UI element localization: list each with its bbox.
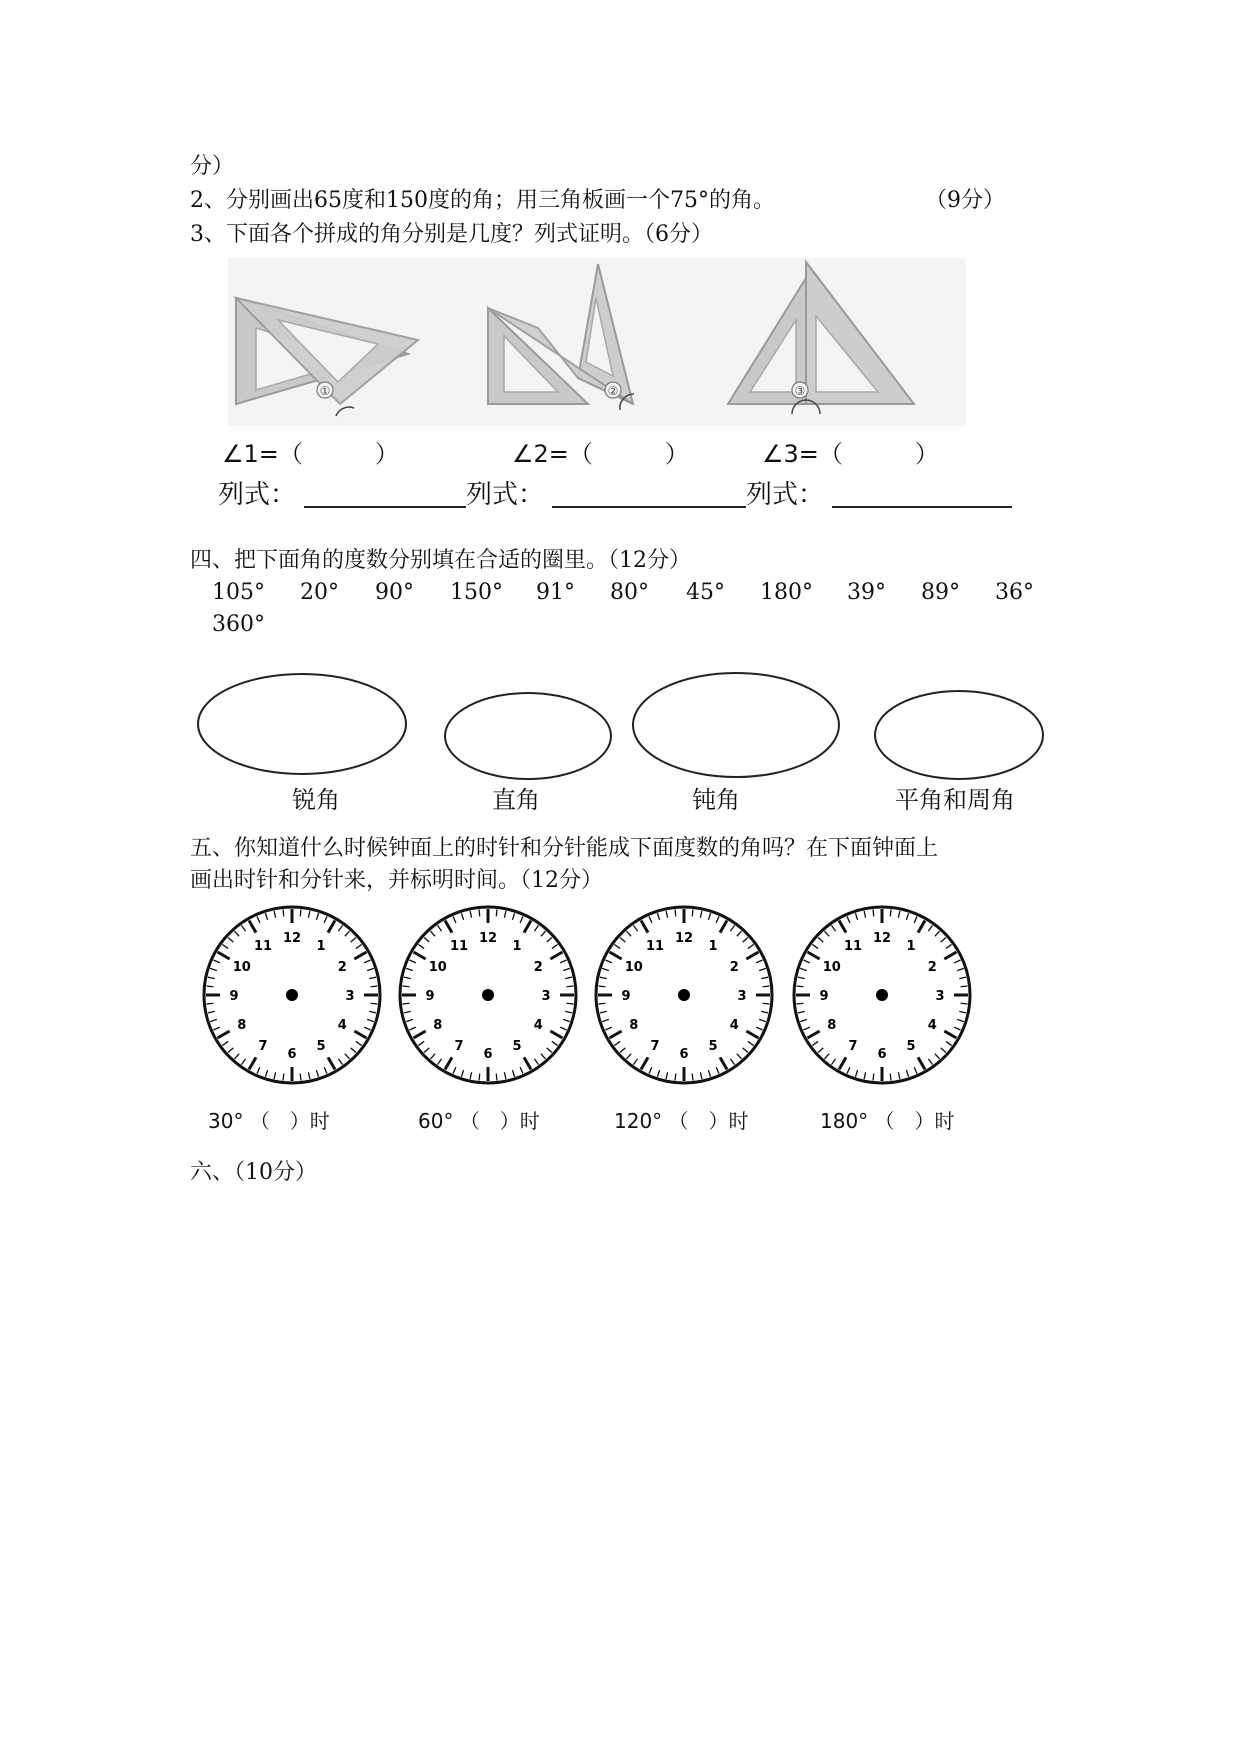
- angle-3-answer: ∠3=（ ）: [762, 440, 939, 468]
- marker-2: ②: [607, 384, 619, 398]
- triangle-figure-3: [718, 258, 966, 426]
- right-angle-circle[interactable]: [442, 690, 614, 782]
- clock-number: 11: [843, 938, 863, 954]
- degree-item: 180°: [760, 580, 813, 605]
- clock-caption-4: [820, 1105, 955, 1134]
- clock-number: 11: [645, 938, 665, 954]
- clock-number: 7: [848, 1039, 858, 1055]
- clock-angle: 120°: [614, 1109, 663, 1133]
- clock-angle: 60°: [418, 1109, 454, 1133]
- clock-number: 6: [287, 1047, 297, 1062]
- clock-number: 12: [674, 931, 694, 946]
- acute-angle-circle[interactable]: [195, 670, 410, 778]
- clock-number: 3: [737, 989, 747, 1004]
- question-2: [190, 186, 1005, 216]
- clock-number: 8: [433, 1018, 443, 1033]
- question-3: 3、下面各个拼成的角分别是几度？列式证明。（6分）: [190, 222, 713, 247]
- clock-number: 11: [449, 938, 469, 954]
- marker-1: ①: [319, 384, 331, 398]
- clock-number: 10: [624, 960, 643, 975]
- formula-blank-3[interactable]: [832, 506, 1012, 508]
- clock-number: 1: [906, 938, 916, 954]
- clock-angle: 180°: [820, 1109, 869, 1133]
- clock-number: 7: [258, 1039, 268, 1055]
- clock-face-4[interactable]: [790, 903, 974, 1087]
- section-5-title-line-1: 五、你知道什么时候钟面上的时针和分针能成下面度数的角吗？在下面钟面上: [190, 836, 939, 861]
- formula-blank-2[interactable]: [552, 506, 746, 508]
- straight-full-angle-circle[interactable]: [872, 688, 1046, 782]
- clock-time-blank[interactable]: （ ）时: [668, 1109, 749, 1133]
- label-obtuse: 钝角: [692, 786, 740, 814]
- clock-number: 4: [533, 1018, 543, 1033]
- clock-number: 10: [428, 960, 447, 975]
- clock-number: 5: [708, 1039, 718, 1055]
- label-right: 直角: [492, 786, 540, 814]
- clock-center-dot: [678, 989, 690, 1001]
- clock-number: 3: [345, 989, 355, 1004]
- degree-item: 45°: [686, 580, 725, 605]
- clock-number: 11: [253, 938, 273, 954]
- angle-1-answer: ∠1=（ ）: [222, 440, 399, 468]
- clock-number: 8: [629, 1018, 639, 1033]
- formula-blank-1[interactable]: [304, 506, 466, 508]
- clock-face-2[interactable]: [396, 903, 580, 1087]
- clock-number: 1: [316, 938, 326, 954]
- section-5-title-line-2: 画出时针和分针来，并标明时间。（12分）: [190, 868, 603, 893]
- clock-number: 8: [237, 1018, 247, 1033]
- triangle-figure-2: [468, 258, 718, 426]
- marker-3: ③: [794, 384, 806, 398]
- clock-number: 12: [872, 931, 892, 946]
- degree-item: 80°: [610, 580, 649, 605]
- obtuse-angle-circle[interactable]: [630, 670, 842, 780]
- clock-number: 2: [337, 960, 347, 975]
- clock-number: 1: [512, 938, 522, 954]
- clock-number: 10: [822, 960, 841, 975]
- triangle-figure-1: [228, 258, 468, 426]
- question-2-score: （9分）: [925, 188, 1005, 213]
- degree-item: 150°: [450, 580, 503, 605]
- degree-item: 89°: [921, 580, 960, 605]
- clock-time-blank[interactable]: （ ）时: [249, 1109, 330, 1133]
- clock-number: 4: [337, 1018, 347, 1033]
- label-acute: 锐角: [292, 786, 340, 814]
- section-4-title: 四、把下面角的度数分别填在合适的圈里。（12分）: [190, 548, 691, 573]
- clock-number: 5: [512, 1039, 522, 1055]
- clock-number: 3: [541, 989, 551, 1004]
- degree-item: 20°: [300, 580, 339, 605]
- clock-number: 4: [729, 1018, 739, 1033]
- degree-item: 360°: [212, 612, 265, 637]
- clock-number: 9: [819, 989, 829, 1004]
- clock-angle: 30°: [208, 1109, 244, 1133]
- angle-2-answer: ∠2=（ ）: [512, 440, 689, 468]
- clock-number: 9: [229, 989, 239, 1004]
- degree-item: 39°: [847, 580, 886, 605]
- clock-caption-3: [614, 1105, 749, 1134]
- clock-number: 12: [478, 931, 498, 946]
- clock-number: 9: [621, 989, 631, 1004]
- clock-number: 9: [425, 989, 435, 1004]
- clock-number: 1: [708, 938, 718, 954]
- question-2-text: 2、分别画出65度和150度的角；用三角板画一个75°的角。: [190, 188, 775, 213]
- clock-number: 12: [282, 931, 302, 946]
- clock-number: 5: [316, 1039, 326, 1055]
- clock-number: 7: [650, 1039, 660, 1055]
- clock-number: 6: [877, 1047, 887, 1062]
- continued-text: 分）: [190, 154, 235, 179]
- degree-item: 105°: [212, 580, 265, 605]
- section-6-title: 六、（10分）: [190, 1160, 317, 1185]
- clock-number: 2: [729, 960, 739, 975]
- clock-center-dot: [286, 989, 298, 1001]
- clock-number: 6: [679, 1047, 689, 1062]
- clock-number: 5: [906, 1039, 916, 1055]
- clock-caption-2: [418, 1105, 540, 1134]
- formula-label-1: 列式：: [218, 480, 297, 510]
- clock-number: 7: [454, 1039, 464, 1055]
- degree-item: 91°: [536, 580, 575, 605]
- clock-caption-1: [208, 1105, 330, 1134]
- clock-center-dot: [876, 989, 888, 1001]
- clock-time-blank[interactable]: （ ）时: [874, 1109, 955, 1133]
- formula-label-2: 列式：: [466, 480, 545, 510]
- triangle-figure-panel: [228, 258, 966, 426]
- label-straight-full: 平角和周角: [895, 786, 1015, 814]
- clock-number: 8: [827, 1018, 837, 1033]
- clock-number: 2: [533, 960, 543, 975]
- clock-center-dot: [482, 989, 494, 1001]
- clock-number: 4: [927, 1018, 937, 1033]
- degree-item: 36°: [995, 580, 1034, 605]
- clock-number: 2: [927, 960, 937, 975]
- clock-number: 6: [483, 1047, 493, 1062]
- clock-time-blank[interactable]: （ ）时: [459, 1109, 540, 1133]
- clock-number: 10: [232, 960, 251, 975]
- clock-face-1[interactable]: [200, 903, 384, 1087]
- degree-item: 90°: [375, 580, 414, 605]
- clock-number: 3: [935, 989, 945, 1004]
- formula-label-3: 列式：: [746, 480, 825, 510]
- clock-face-3[interactable]: [592, 903, 776, 1087]
